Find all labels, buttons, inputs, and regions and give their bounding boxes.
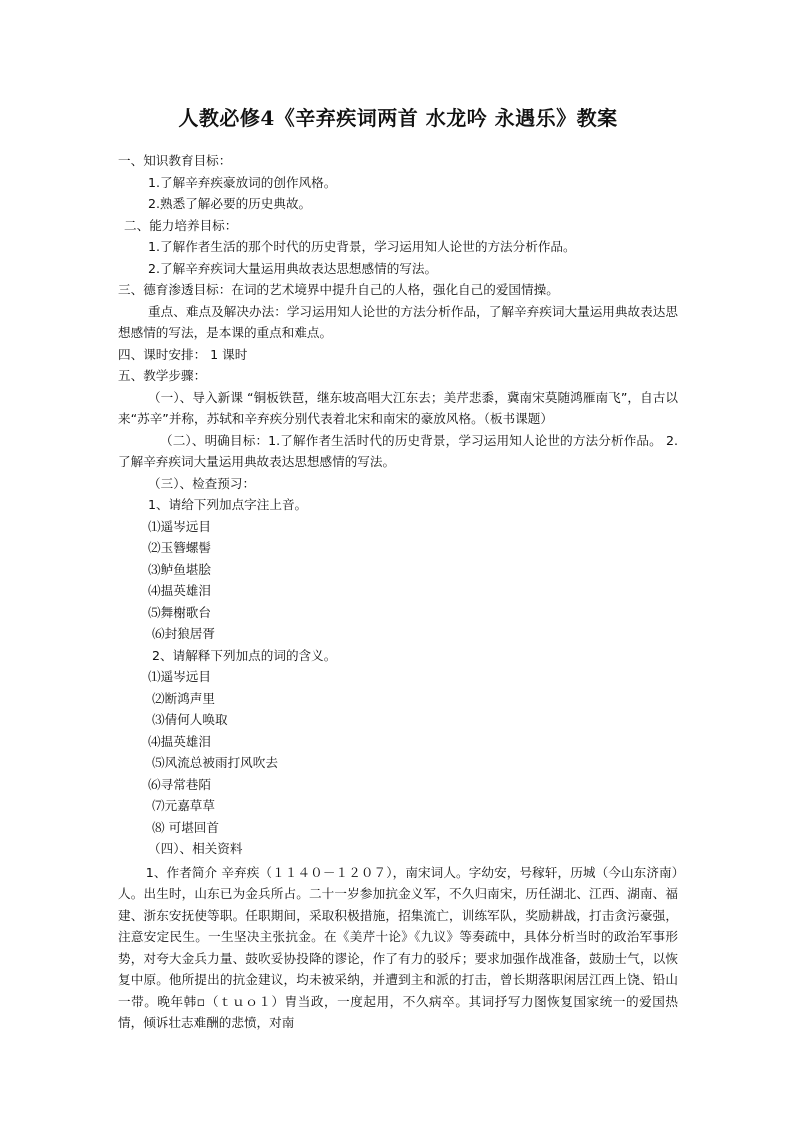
q2-item: ⑵断鸿声里 xyxy=(152,690,215,706)
q1-item: ⑴遥岑远目 xyxy=(148,518,211,534)
teaching-steps-heading: 五、教学步骤： xyxy=(118,368,207,383)
q2-item: ⑹寻常巷陌 xyxy=(148,776,211,792)
question-1: 1、请给下列加点字注上音。 xyxy=(148,497,308,512)
question-2: 2、请解释下列加点的词的含义。 xyxy=(152,647,337,663)
q2-item: ⑴遥岑远目 xyxy=(148,669,211,684)
knowledge-goal-heading: 一、知识教育目标： xyxy=(118,153,232,168)
schedule-line: 四、课时安排： 1 课时 xyxy=(118,346,248,362)
q2-item: ⑷揾英雄泪 xyxy=(148,733,211,749)
ability-goal-item-1: 1.了解作者生活的那个时代的历史背景，学习运用知人论世的方法分析作品。 xyxy=(148,239,576,254)
q2-item: ⑺元嘉草草 xyxy=(152,798,215,813)
q1-item: ⑸舞榭歌台 xyxy=(148,604,211,620)
step-1-paragraph: （一）、导入新课 “铜板铁琶，继东坡高唱大江东去；美芹悲黍，冀南宋莫随鸿雁南飞”，自古以来“苏辛”并称，苏轼和辛弃疾分别代表着北宋和南宋的豪放风格。（板书课题） xyxy=(118,389,678,426)
q2-item: ⑻ 可堪回首 xyxy=(152,819,219,835)
author-biography-paragraph: 1、作者简介 辛弃疾（１１４０－１２０７），南宋词人。字幼安，号稼轩，历城（今山东济南）人。出生时，山东已为金兵所占。二十一岁参加抗金义军，不久归南宋，历任湖北、江西、湖南、福建、浙东安抚使等职。任职期间，采取积极措施，招集流亡，训练军队，奖励耕战，打击贪污豪强，注意安定民生。一生坚决主张抗金。在《美芹十论》《九议》等奏疏中，具体分析当时的政治军事形势，对夸大金兵力量、鼓吹妥协投降的谬论，作了有力的驳斥；要求加强作战准备，鼓励士气，以恢复中原。他所提出的抗金建议，均未被采纳，并遭到主和派的打击，曾长期落职闲居江西上饶、铅山一带。晚年韩▫（ｔｕｏ１）胄当政，一度起用，不久病卒。其词抒写力图恢复国家统一的爱国热情，倾诉壮志难酬的悲愤，对南 xyxy=(118,864,678,1030)
key-points-paragraph: 重点、难点及解决办法：学习运用知人论世的方法分析作品，了解辛弃疾词大量运用典故表达思想感情的写法，是本课的重点和难点。 xyxy=(118,303,678,340)
ability-goal-item-2: 2.了解辛弃疾词大量运用典故表达思想感情的写法。 xyxy=(148,260,438,276)
q1-item: ⑵玉簪螺髻 xyxy=(148,540,211,555)
knowledge-goal-item-2: 2.熟悉了解必要的历史典故。 xyxy=(148,196,312,211)
q1-item: ⑶鲈鱼堪脍 xyxy=(148,561,211,577)
moral-goal-line: 三、德育渗透目标：在词的艺术境界中提升自己的人格，强化自己的爱国情操。 xyxy=(118,282,559,297)
q2-item: ⑶倩何人唤取 xyxy=(152,712,228,727)
q2-item: ⑸风流总被雨打风吹去 xyxy=(152,755,278,770)
document-title: 人教必修4《辛弃疾词两首 水龙吟 永遇乐》教案 xyxy=(178,106,618,130)
document-page xyxy=(118,96,678,1034)
q1-item: ⑹封狼居胥 xyxy=(152,626,215,641)
knowledge-goal-item-1: 1.了解辛弃疾豪放词的创作风格。 xyxy=(148,174,337,190)
step-2-paragraph: （二）、明确目标：1.了解作者生活时代的历史背景，学习运用知人论世的方法分析作品。 2.了解辛弃疾词大量运用典故表达思想感情的写法。 xyxy=(118,432,678,469)
ability-goal-heading: 二、能力培养目标： xyxy=(124,217,238,233)
step-4-heading: （四）、相关资料 xyxy=(148,841,243,856)
step-3-heading: （三）、检查预习： xyxy=(148,475,256,491)
q1-item: ⑷揾英雄泪 xyxy=(148,583,211,598)
